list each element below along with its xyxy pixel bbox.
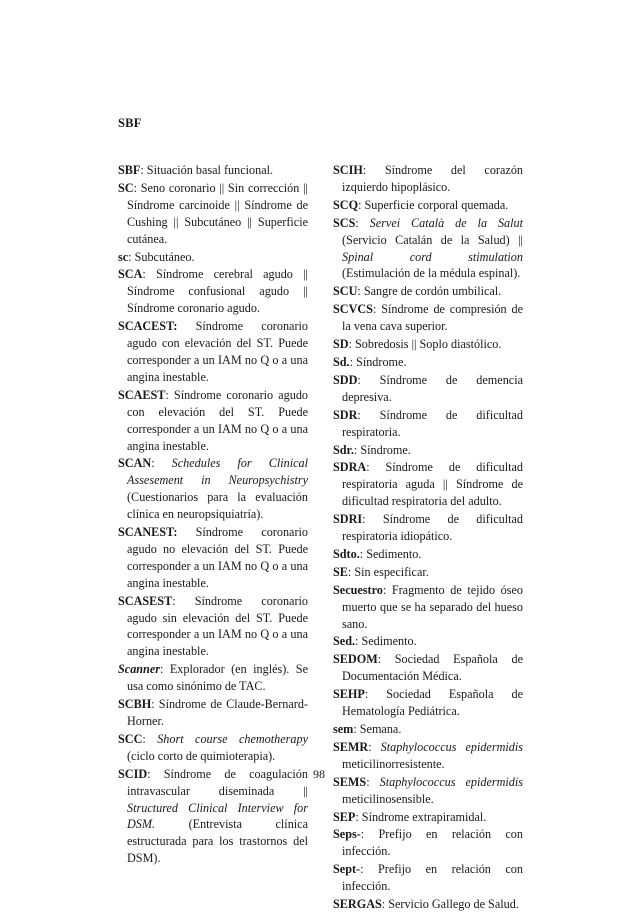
- entry-separator: :: [347, 564, 355, 579]
- entry-term: SEMS: [333, 774, 367, 789]
- entry-separator: :: [364, 687, 387, 702]
- glossary-entry: [333, 809, 523, 826]
- entry-term: SDR: [333, 407, 358, 422]
- entry-definition: Prefijo en relación con infección.: [342, 862, 523, 894]
- glossary-entry: [333, 564, 523, 581]
- entry-term: SCVCS: [333, 302, 373, 317]
- glossary-entry: [333, 372, 523, 406]
- page-number: 98: [313, 767, 325, 781]
- entry-term: SCBH: [118, 697, 152, 712]
- entry-definition: Síndrome de compresión de la vena cava superior.: [342, 302, 523, 334]
- entry-separator: :: [357, 407, 380, 422]
- entry-definition: Situación basal funcional.: [146, 163, 274, 177]
- entry-definition: Explorador (en inglés). Se usa como sinónimo de TAC.: [127, 662, 308, 694]
- glossary-entry: [118, 593, 308, 661]
- entry-separator: :: [353, 722, 360, 736]
- entry-term: Sept-: [333, 862, 361, 877]
- entry-definition: Síndrome extrapiramidal.: [361, 809, 487, 824]
- glossary-entry: [333, 826, 523, 860]
- entry-definition: meticilinosensible.: [342, 791, 434, 806]
- entry-term: Sdto.: [333, 546, 360, 561]
- entry-term: SEHP: [333, 687, 365, 702]
- glossary-entry: [333, 721, 523, 738]
- entry-separator: [177, 525, 195, 539]
- glossary-entry: [333, 162, 523, 196]
- glossary-entry: [333, 442, 523, 459]
- entry-term: SDRA: [333, 460, 367, 475]
- entry-term: sem: [333, 722, 354, 736]
- entry-term: SCANEST:: [118, 525, 178, 540]
- entry-separator: :: [362, 163, 385, 177]
- entry-separator: :: [160, 662, 170, 677]
- entry-separator: :: [359, 546, 367, 561]
- glossary-entry: [333, 459, 523, 510]
- entry-definition: Sedimento.: [366, 546, 422, 561]
- entry-separator: :: [377, 652, 395, 667]
- entry-definition: Staphylococcus epidermidis: [379, 774, 524, 789]
- entry-term: SEP: [333, 809, 356, 824]
- entry-separator: :: [140, 163, 147, 177]
- entry-separator: :: [357, 284, 364, 299]
- glossary-entry: [333, 283, 523, 300]
- glossary-entry: [118, 731, 308, 765]
- glossary-entry: [118, 249, 308, 266]
- entry-definition: Síndrome coronario agudo no elevación del ST. Puede corresponder a un IAM no Q o a una angina inestable.: [127, 525, 308, 590]
- entry-definition: meticilinorresistente.: [342, 756, 445, 771]
- entry-separator: :: [358, 197, 365, 212]
- left-column: [118, 162, 308, 868]
- glossary-entry: [333, 511, 523, 545]
- entry-definition: (Entrevista clínica estructurada para los trastornos del DSM).: [127, 817, 308, 866]
- entry-term: SD: [333, 337, 349, 352]
- entry-definition: Síndrome de dificultad respiratoria aguda || Síndrome de dificultad respiratoria del adulto.: [342, 460, 523, 509]
- entry-separator: :: [128, 249, 135, 264]
- entry-definition: (Cuestionarios para la evaluación clínica en neuropsiquiatría).: [127, 490, 308, 522]
- entry-definition: Síndrome coronario agudo sin elevación del ST. Puede corresponder a un IAM no Q o a una angina inestable.: [127, 593, 308, 659]
- entry-definition: Servei Català de la Salut: [369, 215, 524, 230]
- entry-term: SDD: [333, 372, 358, 387]
- entry-separator: :: [147, 766, 164, 781]
- entry-term: SCAEST: [118, 387, 166, 402]
- glossary-entry: [333, 407, 523, 441]
- entry-definition: Síndrome coronario agudo con elevación del ST. Puede corresponder a un IAM no Q o a una angina inestable.: [127, 319, 308, 384]
- entry-definition: Servicio Gallego de Salud.: [388, 897, 519, 912]
- entry-separator: :: [366, 774, 380, 789]
- entry-definition: Structured Clinical Interview for DSM.: [127, 800, 308, 832]
- entry-definition: Síndrome de dificultad respiratoria idiopático.: [342, 512, 523, 544]
- entry-term: SDRI: [333, 512, 363, 527]
- entry-definition: Sociedad Española de Documentación Médica.: [342, 652, 523, 684]
- entry-separator: :: [165, 387, 174, 402]
- entry-definition: Síndrome de coagulación intravascular diseminada ||: [127, 766, 308, 798]
- entry-separator: :: [142, 267, 157, 282]
- entry-separator: :: [172, 593, 195, 608]
- entry-term: Scanner: [118, 662, 160, 677]
- entry-separator: :: [362, 512, 383, 527]
- entry-term: Sdr.: [333, 442, 354, 457]
- entry-term: SCC: [118, 731, 143, 746]
- glossary-entry: [333, 215, 523, 283]
- glossary-entry: [118, 387, 308, 455]
- glossary-entry: [333, 336, 523, 353]
- entry-definition: (Servicio Catalán de la Salud) ||: [342, 232, 523, 247]
- entry-term: SEMR: [333, 739, 369, 754]
- entry-separator: :: [355, 634, 362, 649]
- entry-definition: Fragmento de tejido óseo muerto que se ha separado del hueso sano.: [342, 582, 523, 631]
- glossary-entry: [118, 162, 308, 179]
- glossary-entry: [333, 197, 523, 214]
- entry-separator: :: [372, 302, 382, 317]
- entry-term: Secuestro: [333, 582, 383, 597]
- entry-definition: Síndrome cerebral agudo || Síndrome confusional agudo || Síndrome coronario agudo.: [127, 267, 308, 316]
- entry-definition: Short course chemotherapy: [157, 731, 308, 746]
- entry-term: SCQ: [333, 197, 359, 212]
- entry-separator: :: [360, 862, 378, 877]
- entry-separator: :: [151, 697, 159, 712]
- entry-separator: :: [348, 337, 356, 352]
- glossary-entry: [118, 661, 308, 695]
- glossary-entry: [333, 582, 523, 633]
- entry-separator: :: [349, 354, 357, 369]
- entry-term: SC: [118, 180, 134, 195]
- glossary-entry: [333, 354, 523, 371]
- entry-separator: :: [353, 442, 361, 457]
- glossary-entry: [118, 524, 308, 592]
- entry-separator: :: [355, 215, 370, 230]
- entry-term: SE: [333, 564, 348, 579]
- entry-definition: Staphylococcus epidermidis: [380, 739, 523, 754]
- entry-definition: Seno coronario || Sin corrección || Síndrome carcinoide || Síndrome de Cushing || Subcutáneo || Superficie cutánea.: [127, 180, 308, 246]
- entry-definition: (Estimulación de la médula espinal).: [342, 266, 521, 281]
- entry-definition: Schedules for Clinical Assesement in Neuropsychistry: [127, 456, 308, 488]
- entry-term: SCID: [118, 766, 148, 781]
- entry-separator: :: [151, 456, 172, 471]
- entry-term: Seps-: [333, 827, 361, 842]
- right-column: [333, 162, 523, 914]
- entry-definition: Prefijo en relación con infección.: [342, 827, 523, 859]
- entry-definition: Síndrome.: [356, 354, 407, 369]
- entry-separator: :: [382, 582, 392, 597]
- entry-definition: Síndrome de demencia depresiva.: [342, 372, 523, 404]
- entry-definition: Semana.: [359, 722, 402, 736]
- glossary-entry: [118, 696, 308, 730]
- entry-definition: Síndrome del corazón izquierdo hipoplásico.: [342, 163, 524, 194]
- entry-term: SCASEST: [118, 593, 173, 608]
- glossary-entry: [333, 546, 523, 563]
- entry-separator: :: [357, 372, 380, 387]
- entry-term: SEDOM: [333, 652, 378, 667]
- entry-definition: Superficie corporal quemada.: [364, 197, 509, 212]
- entry-separator: :: [381, 897, 389, 912]
- entry-term: SBF: [118, 163, 141, 177]
- entry-definition: (ciclo corto de quimioterapia).: [127, 748, 276, 763]
- glossary-entry: [333, 301, 523, 335]
- entry-definition: Subcutáneo.: [134, 249, 195, 264]
- glossary-entry: [118, 455, 308, 523]
- glossary-entry: [333, 861, 523, 895]
- entry-definition: Síndrome de dificultad respiratoria.: [342, 407, 523, 439]
- entry-definition: Sedimento.: [361, 634, 417, 649]
- glossary-entry: [333, 651, 523, 685]
- entry-term: Sd.: [333, 354, 350, 369]
- running-header: SBF: [118, 116, 142, 130]
- glossary-entry: [333, 896, 523, 913]
- entry-term: SERGAS: [333, 897, 382, 912]
- entry-separator: :: [142, 731, 158, 746]
- entry-term: Sed.: [333, 634, 356, 649]
- entry-definition: Síndrome.: [360, 442, 411, 457]
- glossary-entry: [333, 633, 523, 650]
- entry-term: SCS: [333, 215, 356, 230]
- entry-definition: Síndrome coronario agudo con elevación del ST. Puede corresponder a un IAM no Q o a una angina inestable.: [127, 387, 309, 453]
- entry-separator: :: [366, 460, 386, 475]
- entry-definition: Spinal cord stimulation: [342, 249, 523, 264]
- entry-separator: :: [368, 739, 381, 754]
- glossary-entry: [118, 180, 308, 248]
- entry-separator: :: [360, 827, 379, 842]
- entry-definition: Síndrome de Claude-Bernard-Horner.: [127, 697, 308, 728]
- entry-term: SCIH: [333, 163, 363, 177]
- glossary-entry: [118, 266, 308, 317]
- entry-definition: Sin especificar.: [354, 564, 429, 579]
- entry-term: sc: [118, 249, 129, 264]
- entry-separator: :: [355, 809, 362, 824]
- entry-term: SCA: [118, 267, 143, 282]
- glossary-entry: [333, 686, 523, 720]
- entry-definition: Sobredosis || Soplo diastólico.: [355, 337, 502, 352]
- entry-definition: Sangre de cordón umbilical.: [363, 284, 502, 299]
- entry-term: SCAN: [118, 456, 152, 471]
- entry-term: SCACEST:: [118, 319, 178, 334]
- entry-term: SCU: [333, 284, 358, 299]
- entry-separator: :: [133, 180, 141, 195]
- entry-definition: Sociedad Española de Hematología Pediátrica.: [342, 687, 523, 719]
- entry-separator: [177, 319, 195, 333]
- glossary-entry: [118, 318, 308, 386]
